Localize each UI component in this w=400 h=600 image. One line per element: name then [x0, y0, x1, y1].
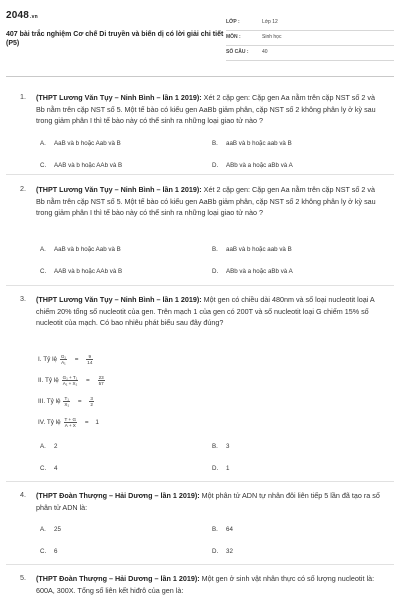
document-header [6, 10, 394, 63]
question-text [36, 490, 382, 513]
logo-tld: .vn [30, 14, 38, 20]
info-label: MÔN : [226, 34, 241, 40]
question-5 [20, 573, 382, 599]
statement-prefix: II. Tỷ lệ [38, 377, 59, 385]
statement-prefix: I. Tỷ lệ [38, 356, 58, 364]
option-key: B. [212, 140, 218, 147]
option-c[interactable] [40, 162, 122, 169]
question-source: (THPT Lương Văn Tụy – Ninh Bình – lần 1 2019): [36, 93, 202, 102]
option-text: AaB và b hoặc Aab và B [54, 140, 121, 147]
option-text: 1 [226, 465, 230, 472]
option-text: ABb và a hoặc aBb và A [226, 162, 293, 169]
option-key: A. [40, 246, 46, 253]
info-value: Sinh học [262, 34, 282, 40]
question-divider [6, 481, 394, 482]
option-a[interactable] [40, 246, 121, 253]
option-a[interactable] [40, 443, 57, 450]
question-source: (THPT Đoàn Thượng – Hải Dương – lần 1 2019): [36, 574, 200, 583]
fraction-denominator: 57 [98, 381, 104, 386]
option-key: D. [212, 548, 219, 555]
option-c[interactable] [40, 548, 57, 555]
document-title: 407 bài trắc nghiệm Cơ chế Di truyền và biến dị có lời giải chi tiết (P5) [6, 31, 224, 47]
option-key: C. [40, 465, 47, 472]
option-text: 25 [54, 526, 61, 533]
info-label: LỚP : [226, 19, 240, 25]
fraction-denominator: 14 [87, 360, 93, 365]
question-text [36, 184, 382, 219]
fraction-numerator: G₁ [60, 354, 66, 359]
option-c[interactable] [40, 465, 57, 472]
ratio-fraction [62, 375, 79, 386]
equals-sign: = [77, 398, 82, 406]
equals-sign: = [74, 356, 79, 364]
option-text: aaB và b hoặc aab và B [226, 246, 292, 253]
fraction-numerator: T₁ [64, 396, 69, 401]
question-text [36, 294, 382, 329]
statement-prefix: IV. Tỷ lệ [38, 419, 61, 427]
equals-sign: = [86, 377, 90, 385]
option-text: AAB và b hoặc AAb và B [54, 268, 123, 275]
option-text: aaB và b hoặc aab và B [226, 140, 292, 147]
question-body: Một gen ở sinh vật nhân thực có số lượng nucleotit là: 600A, 300X. Tổng số liên kết hiđrô của gen là: [36, 574, 375, 595]
question-text [36, 573, 382, 596]
option-text: AaB và b hoặc Aab và B [54, 246, 121, 253]
option-key: A. [40, 443, 46, 450]
question-3 [20, 294, 382, 480]
option-d[interactable] [212, 465, 229, 472]
statement-1 [38, 354, 94, 365]
info-value: Lớp 12 [262, 19, 278, 25]
option-text: 64 [226, 526, 233, 533]
option-key: B. [212, 246, 218, 253]
option-key: D. [212, 465, 219, 472]
question-1 [20, 92, 382, 182]
option-b[interactable] [212, 443, 229, 450]
option-key: C. [40, 548, 47, 555]
question-source: (THPT Lương Văn Tụy – Ninh Bình – lần 1 2019): [36, 185, 202, 194]
info-row-subject [226, 31, 394, 46]
statement-3 [38, 396, 95, 407]
option-key: B. [212, 526, 218, 533]
statement-value: 1 [95, 419, 99, 427]
info-row-count [226, 46, 394, 61]
option-d[interactable] [212, 548, 233, 555]
question-body: Một gen có chiều dài 480nm và số loại nucleotit loại A chiếm 20% tổng số nucleotit của gen. Trên mạch 1 của gen có 200T và số nucleotit loại G chiếm 15% số nucleotit của mạch. Có bao nhiêu phát biểu sau đây đúng? [36, 295, 375, 327]
ratio-fraction [64, 417, 78, 428]
info-row-class [226, 16, 394, 31]
question-number: 3. [20, 294, 26, 303]
logo-text: 2048 [6, 10, 30, 21]
option-text: 4 [54, 465, 58, 472]
fraction-denominator: A + X [64, 423, 76, 428]
info-table [226, 16, 394, 61]
info-value: 40 [262, 49, 268, 55]
question-number: 2. [20, 184, 26, 193]
option-text: ABb và a hoặc aBb và A [226, 268, 293, 275]
question-divider [6, 174, 394, 175]
fraction-numerator: G₁ + T₁ [62, 375, 78, 380]
option-b[interactable] [212, 526, 233, 533]
question-number: 4. [20, 490, 26, 499]
equals-sign: = [84, 419, 89, 427]
option-a[interactable] [40, 526, 61, 533]
fraction-numerator: T + G [64, 417, 77, 422]
question-number: 5. [20, 573, 26, 582]
question-divider [6, 564, 394, 565]
question-text [36, 92, 382, 127]
option-b[interactable] [212, 246, 292, 253]
statement-2 [38, 375, 106, 386]
value-fraction [86, 354, 93, 365]
question-source: (THPT Lương Văn Tụy – Ninh Bình – lần 1 2019): [36, 295, 202, 304]
option-a[interactable] [40, 140, 121, 147]
option-c[interactable] [40, 268, 122, 275]
option-d[interactable] [212, 268, 293, 275]
question-number: 1. [20, 92, 26, 101]
question-2 [20, 184, 382, 282]
ratio-fraction [60, 354, 67, 365]
option-key: A. [40, 526, 46, 533]
question-divider [6, 285, 394, 286]
value-fraction [98, 375, 105, 386]
site-logo[interactable] [6, 10, 38, 21]
question-body: Xét 2 cặp gen: Cặp gen Aa nằm trên cặp NST số 2 và Bb nằm trên cặp NST số 5. Một tế bào có kiểu gen AaBb giảm phân, cặp NST số 2 không phân ly ở kỳ sau trong giảm phân I thì tế bào này có thể sinh ra những loại giao tử nào ? [36, 93, 376, 125]
ratio-fraction [63, 396, 70, 407]
option-text: 32 [226, 548, 233, 555]
option-key: D. [212, 162, 219, 169]
question-body: Một phân tử ADN tự nhân đôi liên tiếp 5 lần đã tạo ra số phân tử ADN là: [36, 491, 380, 512]
header-divider [6, 76, 394, 77]
option-text: AAB và b hoặc AAb và B [54, 162, 123, 169]
fraction-numerator: 23 [98, 375, 104, 380]
option-key: B. [212, 443, 218, 450]
fraction-denominator: 2 [90, 402, 93, 407]
fraction-numerator: 3 [90, 396, 93, 401]
option-key: C. [40, 162, 47, 169]
fraction-denominator: A₁ [61, 360, 66, 365]
option-text: 2 [54, 443, 58, 450]
info-label: SỐ CÂU : [226, 49, 249, 55]
fraction-denominator: A₁ + X₁ [62, 381, 78, 386]
option-key: D. [212, 268, 219, 275]
question-4 [20, 490, 382, 562]
question-source: (THPT Đoàn Thượng – Hải Dương – lần 1 2019): [36, 491, 200, 500]
statement-4 [38, 417, 99, 428]
statement-prefix: III. Tỷ lệ [38, 398, 61, 406]
option-b[interactable] [212, 140, 292, 147]
value-fraction [89, 396, 94, 407]
option-d[interactable] [212, 162, 293, 169]
fraction-numerator: 9 [86, 354, 93, 360]
option-key: A. [40, 140, 46, 147]
fraction-denominator: X₁ [64, 402, 70, 407]
question-body: Xét 2 cặp gen: Cặp gen Aa nằm trên cặp NST số 2 và Bb nằm trên cặp NST số 5. Một tế bào có kiểu gen AaBb giảm phân, cặp NST số 2 không phân ly ở kỳ sau trong giảm phân I thì tế bào này có thể sinh ra những loại giao tử nào ? [36, 185, 376, 217]
option-text: 3 [226, 443, 230, 450]
option-key: C. [40, 268, 47, 275]
option-text: 6 [54, 548, 58, 555]
